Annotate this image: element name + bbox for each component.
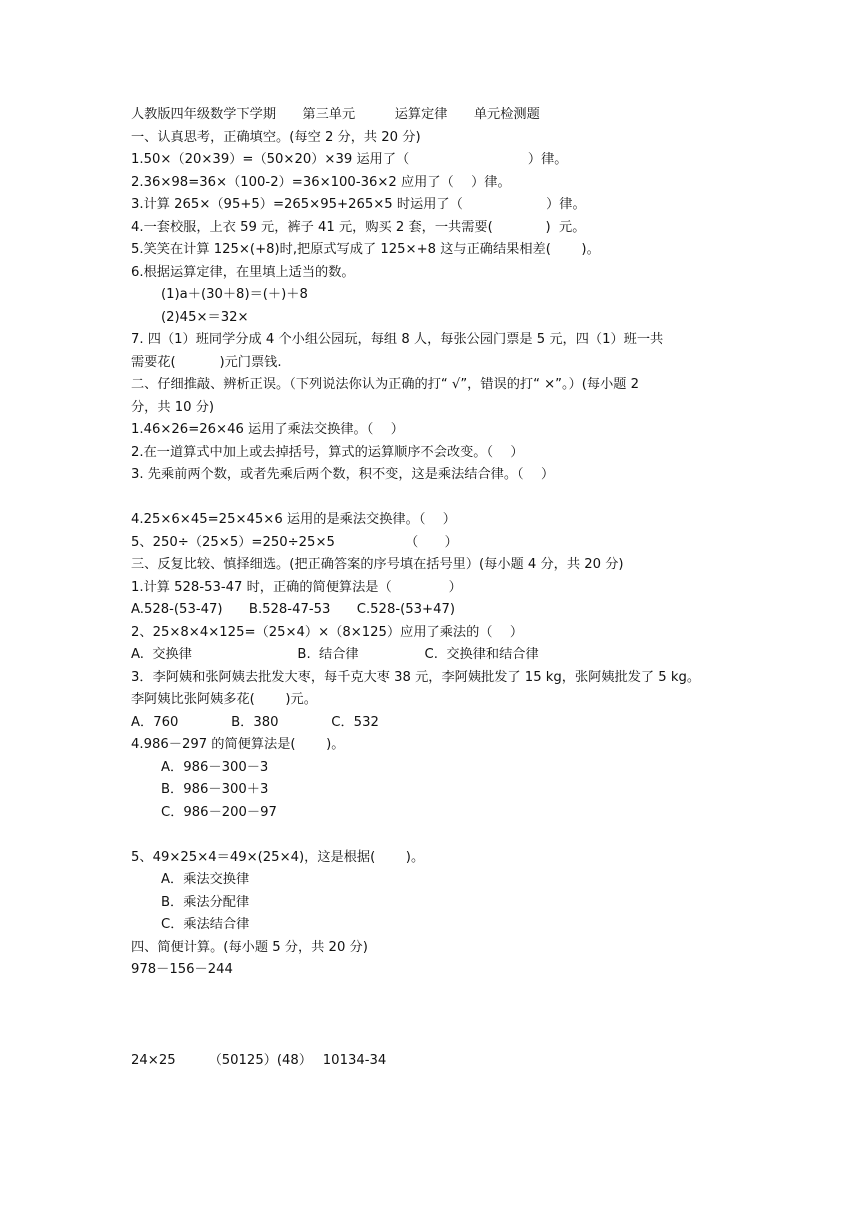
question-3-4: 4.986－297 的简便算法是( )。	[131, 737, 345, 752]
calculation-line-2: 24×25 （50125）(48） 10134-34	[131, 1053, 387, 1068]
question-2-4: 4.25×6×45=25×45×6 运用的是乘法交换律。（ ）	[131, 512, 456, 527]
question-3-3-line-1: 3．李阿姨和张阿姨去批发大枣，每千克大枣 38 元，李阿姨批发了 15 kg，张阿姨批发了 5 kg。	[131, 670, 701, 685]
question-1-7-line-1: 7. 四（1）班同学分成 4 个小组公园玩，每组 8 人，每张公园门票是 5 元，四（1）班一共	[131, 332, 664, 347]
question-1-3: 3.计算 265×（95+5）=265×95+265×5 时运用了（ ）律。	[131, 197, 586, 212]
question-1-6-sub-2: (2)45×＝32×	[161, 310, 249, 325]
question-3-5-option-a: A．乘法交换律	[161, 872, 250, 887]
question-3-5-option-c: C．乘法结合律	[161, 917, 250, 932]
question-1-6: 6.根据运算定律，在里填上适当的数。	[131, 265, 355, 280]
question-1-6-sub-1: (1)a＋(30＋8)＝(＋)＋8	[161, 287, 308, 302]
question-3-1: 1.计算 528-53-47 时，正确的简便算法是（ ）	[131, 580, 462, 595]
question-1-7-line-2: 需要花( )元门票钱.	[131, 355, 282, 370]
question-3-2: 2、25×8×4×125=（25×4）×（8×125）应用了乘法的（ ）	[131, 625, 524, 640]
section-2-heading-line-1: 二、仔细推敲、辨析正误。（下列说法你认为正确的打“ √”，错误的打“ ×”。）(每小题 2	[131, 377, 640, 392]
question-3-4-option-b: B．986－300＋3	[161, 782, 269, 797]
question-1-5: 5.笑笑在计算 125×(+8)时,把原式写成了 125×+8 这与正确结果相差( )。	[131, 242, 600, 257]
question-3-2-options: A. 交换律 B. 结合律 C. 交换律和结合律	[131, 647, 539, 662]
document-title: 人教版四年级数学下学期 第三单元 运算定律 单元检测题	[131, 107, 540, 122]
section-3-heading: 三、反复比较、慎择细选。(把正确答案的序号填在括号里）(每小题 4 分，共 20 分)	[131, 557, 624, 572]
question-2-3: 3. 先乘前两个数，或者先乘后两个数，积不变，这是乘法结合律。（ ）	[131, 467, 555, 482]
question-3-3-options: A．760 B．380 C．532	[131, 715, 379, 730]
section-2-heading-line-2: 分，共 10 分)	[131, 400, 215, 415]
question-3-3-line-2: 李阿姨比张阿姨多花( )元。	[131, 692, 317, 707]
question-1-1: 1.50×（20×39）=（50×20）×39 运用了（ ）律。	[131, 152, 568, 167]
question-3-1-options: A.528-(53-47) B.528-47-53 C.528-(53+47)	[131, 602, 455, 617]
section-1-heading: 一、认真思考，正确填空。(每空 2 分，共 20 分)	[131, 130, 421, 145]
question-2-2: 2.在一道算式中加上或去掉括号，算式的运算顺序不会改变。（ ）	[131, 445, 524, 460]
question-3-4-option-c: C．986－200－97	[161, 805, 277, 820]
question-3-5: 5、49×25×4＝49×(25×4)，这是根据( )。	[131, 850, 425, 865]
question-2-1: 1.46×26=26×46 运用了乘法交换律。（ ）	[131, 422, 404, 437]
section-4-heading: 四、简便计算。(每小题 5 分，共 20 分)	[131, 940, 368, 955]
question-3-5-option-b: B．乘法分配律	[161, 895, 250, 910]
question-3-4-option-a: A．986－300－3	[161, 760, 269, 775]
calculation-line-1: 978－156－244	[131, 962, 233, 977]
question-1-2: 2.36×98=36×（100-2）=36×100-36×2 应用了（ ）律。	[131, 175, 511, 190]
question-1-4: 4.一套校服，上衣 59 元，裤子 41 元，购买 2 套，一共需要( ) 元。	[131, 220, 586, 235]
question-2-5: 5、250÷（25×5）=250÷25×5 （ ）	[131, 535, 458, 550]
